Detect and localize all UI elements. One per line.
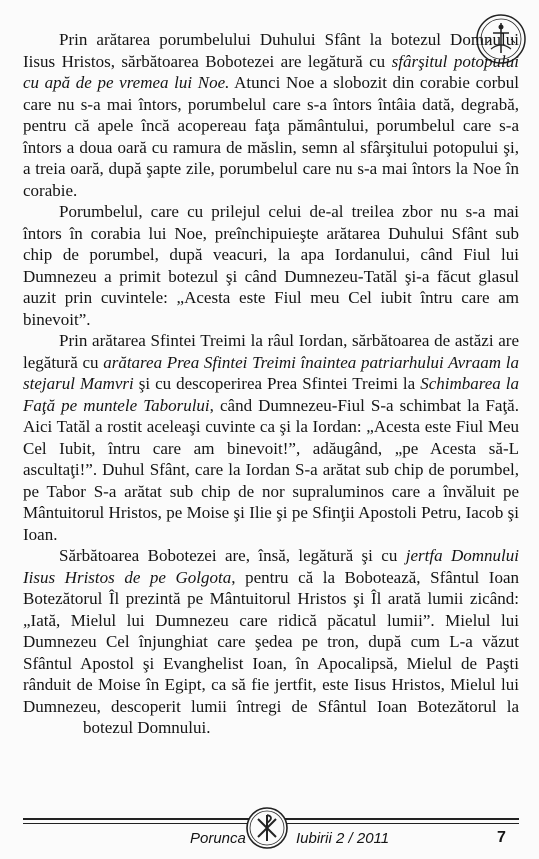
chi-rho-logo-icon bbox=[245, 806, 289, 850]
footer-publication-right: Iubirii 2 / 2011 bbox=[296, 830, 390, 847]
page-number: 7 bbox=[497, 829, 506, 846]
paragraph-3-text-mid: şi cu descoperirea Prea Sfintei Treimi la bbox=[133, 374, 421, 393]
paragraph-2 bbox=[23, 201, 519, 330]
paragraph-4-italic: jertfa Domnului Iisus Hristos de pe Golgota bbox=[23, 546, 519, 587]
paragraph-3 bbox=[23, 330, 519, 545]
article-body bbox=[23, 29, 519, 739]
paragraph-3-text-end: , când Dumnezeu-Fiul S-a schimbat la Faţă. Aici Tatăl a rostit aceleaşi cuvinte ca şi la Iordan: „Acesta este Fiul Meu Cel Iubit, întru care am binevoit!”, adăugând, „pe Acesta să-L ascultaţi!”. Duhul Sfânt, care la Iordan S-a arătat sub chip de porumbel, pe Tabor S-a arătat sub chip de nor supraluminos care a învăluit pe Mântuitorul Hristos, pe Moise şi Ilie şi pe Sfinţii Apostoli Petru, Iacob şi Ioan. bbox=[23, 395, 519, 544]
footer-publication-left: Porunca bbox=[190, 830, 246, 847]
paragraph-2-text: Porumbelul, care cu prilejul celui de-al treilea zbor nu s-a mai întors în corabia lui Noe, preînchipuieşte arătarea Duhului Sfânt sub chip de porumbel, după veacuri, la apa Iordanului, când Fiul lui Dumnezeu a primit botezul şi când Dumnezeu-Tatăl şi-a făcut glasul auzit prin cuvintele: „Acesta este Fiul meu Cel iubit întru care am binevoit”. bbox=[23, 202, 519, 329]
paragraph-4-text-end: botezul Domnului. bbox=[83, 718, 211, 737]
paragraph-4-text: Sărbătoarea Bobotezei are, însă, legătură şi cu bbox=[59, 546, 406, 565]
paragraph-1 bbox=[23, 29, 519, 201]
paragraph-3-italic-2: Schimbarea la Faţă pe muntele Taborului bbox=[23, 374, 519, 415]
paragraph-3-text: Prin arătarea Sfintei Treimi la râul Iordan, sărbătoarea de astăzi are legătură cu bbox=[23, 331, 519, 372]
paragraph-1-text-end: Atunci Noe a slobozit din corabie corbul care nu s-a mai întors, porumbelul care s-a întors întâia dată, degrabă, pentru că apele încă acopereau faţa pământului, porumbelul care s-a întors a doua oară cu ramura de măslin, semn al sfârşitului potopului şi, a treia oară, după şapte zile, porumbelul care nu s-a mai întors la Noe în corabie. bbox=[23, 73, 519, 200]
paragraph-4 bbox=[23, 545, 519, 739]
paragraph-4-text-mid: , pentru că la Bobotează, Sfântul Ioan Botezătorul Îl prezintă pe Mântuitorul Hristos şi Îl arată lumii zicând: „Iată, Mielul lui Dumnezeu care ridică păcatul lumii”. Mielul lui Dumnezeu Cel înjunghiat care şedea pe tron, după cum L-a văzut Sfântul Apostol şi Evanghelist Ioan, în Apocalipsă, Mielul de Paşti rânduit de Moise în Egipt, ca să fie jertfit, este Iisus Hristos, Mielul lui Dumnezeu, descoperit lumii întregi de Sfântul Ioan Botezătorul la bbox=[23, 567, 519, 716]
paragraph-1-text: Prin arătarea porumbelului Duhului Sfânt la botezul Domnului Iisus Hristos, sărbătoarea Bobotezei are legătură cu bbox=[23, 30, 519, 71]
paragraph-3-italic-1: arătarea Prea Sfintei Treimi înaintea patriarhului Avraam la stejarul Mamvri bbox=[23, 352, 520, 393]
paragraph-1-italic: sfârşitul potopului cu apă de pe vremea lui Noe. bbox=[23, 51, 519, 92]
